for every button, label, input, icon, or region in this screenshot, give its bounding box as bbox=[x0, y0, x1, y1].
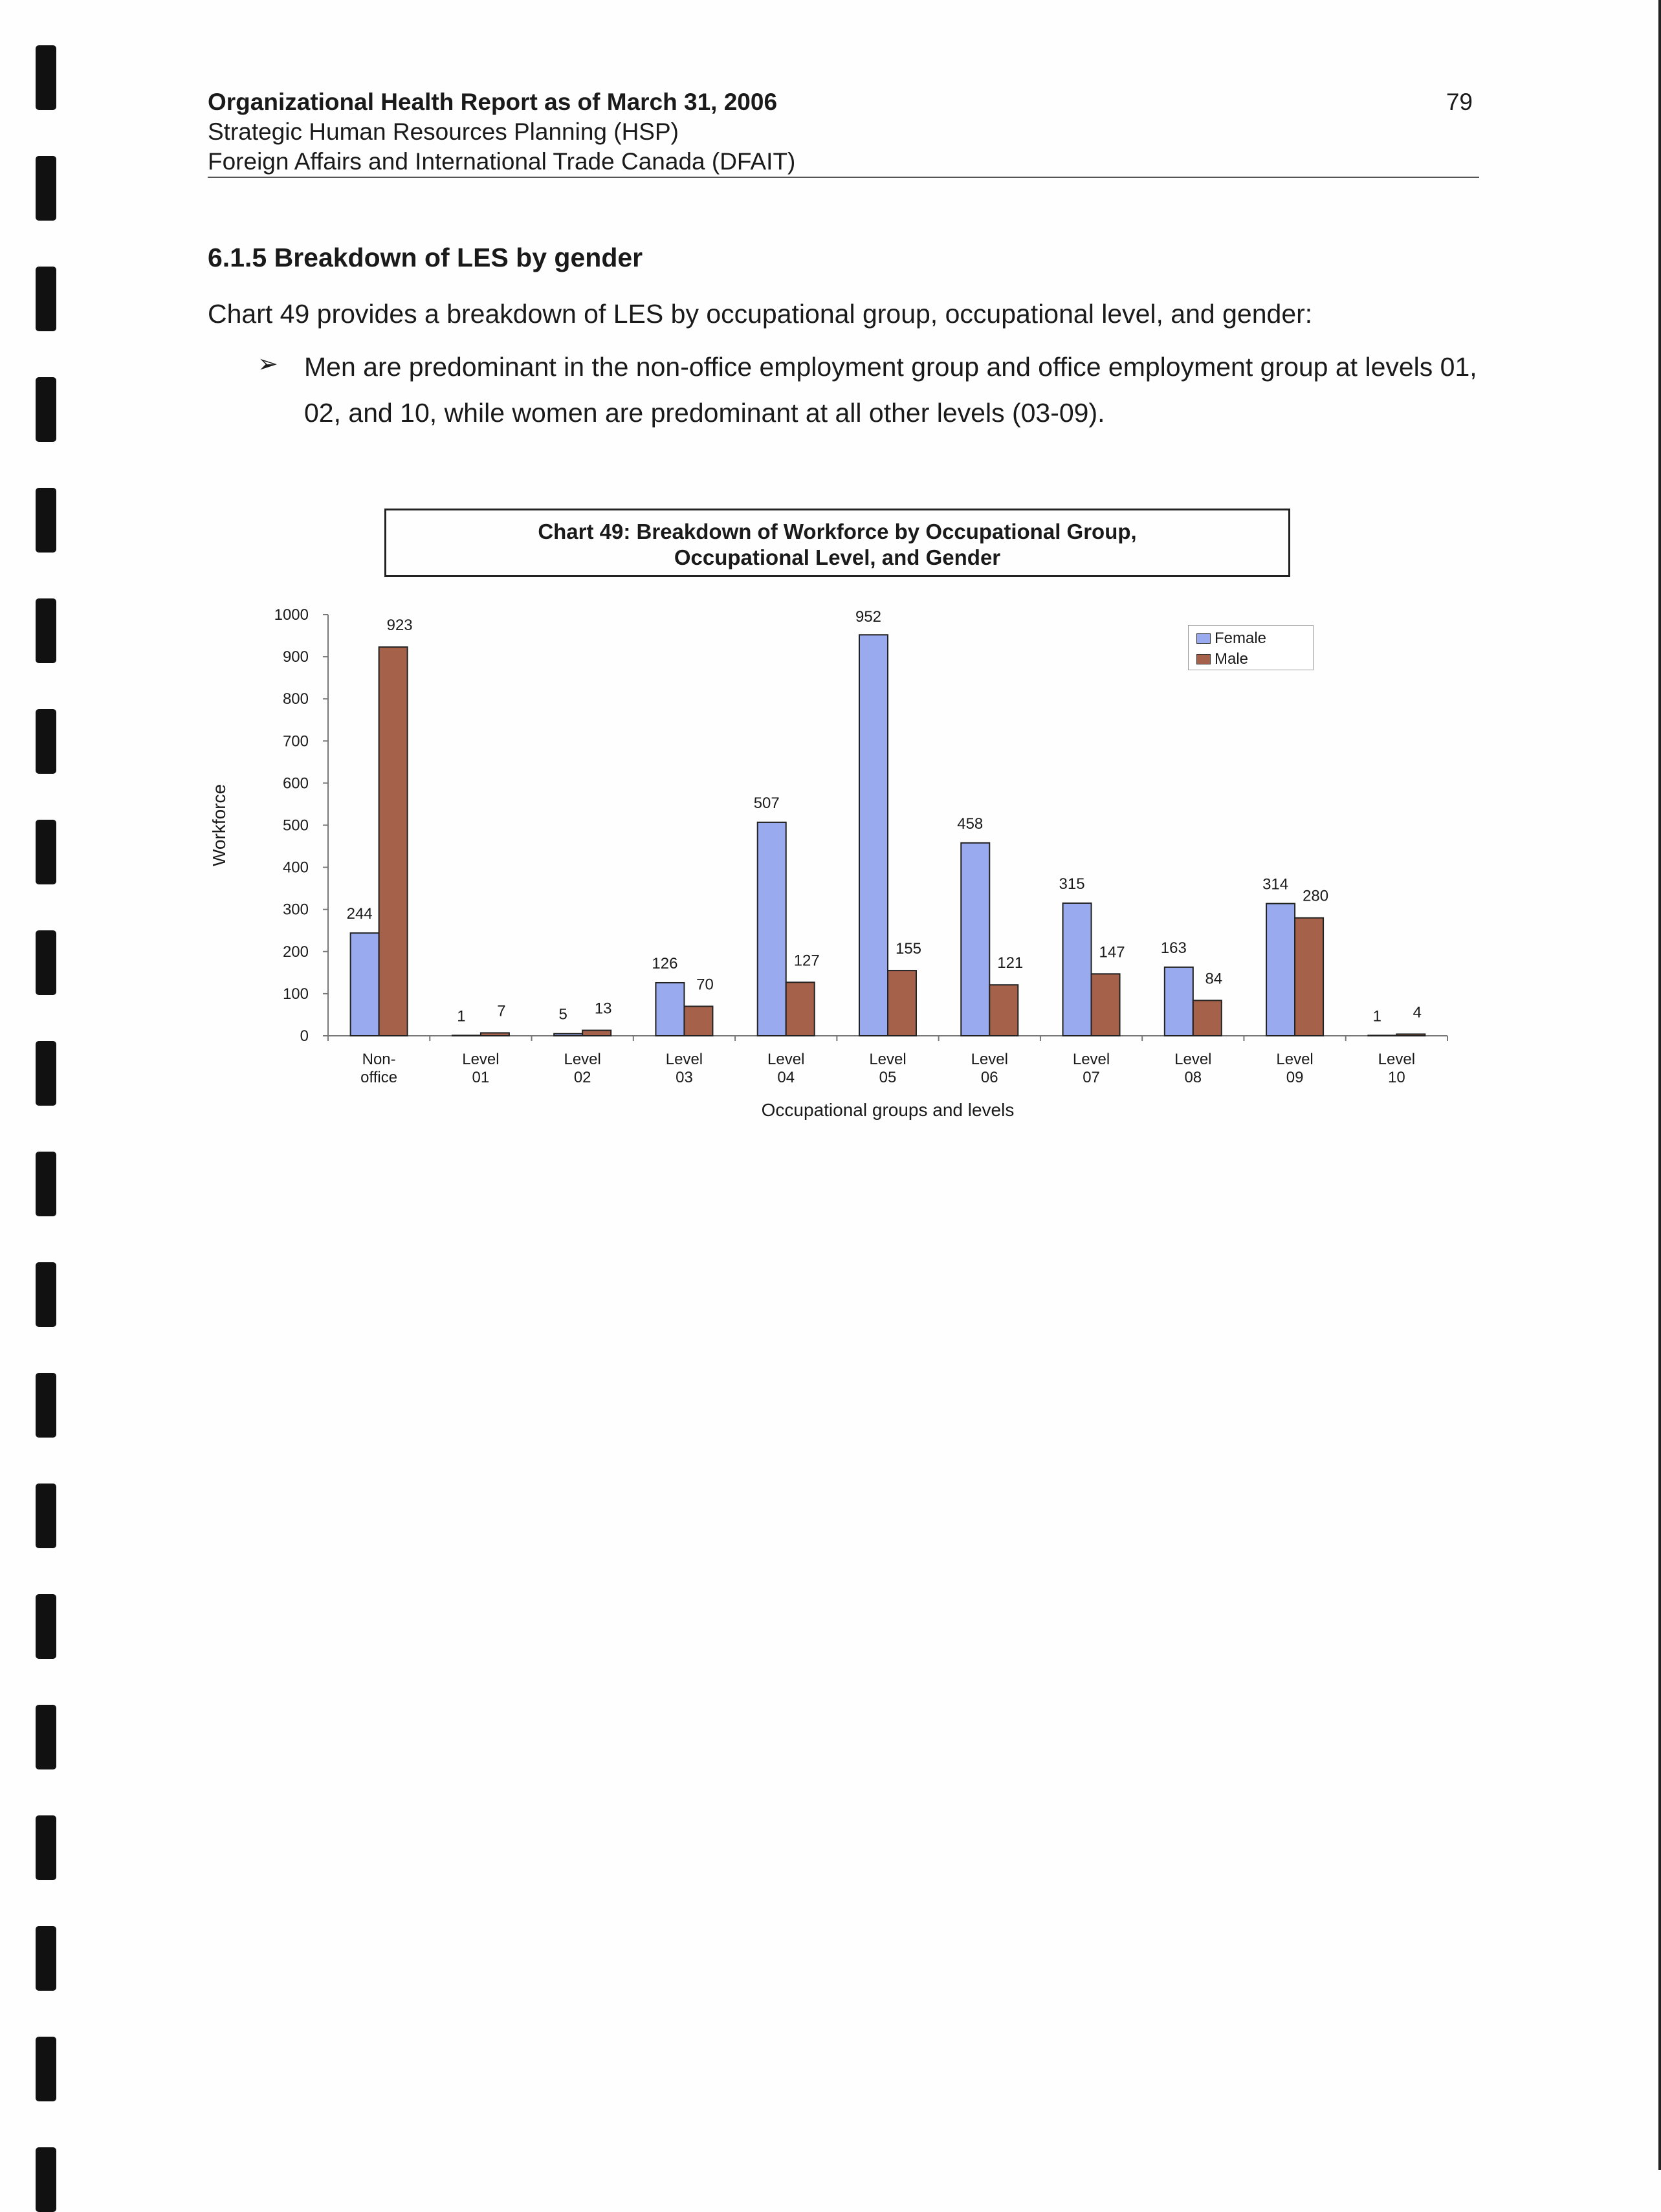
bullet-arrow-icon: ➢ bbox=[258, 351, 278, 378]
chart-title-line-2: Occupational Level, and Gender bbox=[674, 545, 1001, 569]
bar-female bbox=[554, 1034, 582, 1036]
legend-male bbox=[1196, 650, 1248, 668]
y-tick-label: 500 bbox=[282, 816, 309, 835]
x-tick-label: 04 bbox=[777, 1069, 795, 1086]
legend-swatch-female bbox=[1196, 633, 1211, 644]
x-tick-label: office bbox=[360, 1069, 398, 1086]
section-heading: 6.1.5 Breakdown of LES by gender bbox=[208, 243, 643, 272]
data-label-female: 952 bbox=[855, 608, 882, 626]
bar-male bbox=[786, 982, 815, 1036]
x-tick-label: Level bbox=[1072, 1051, 1110, 1068]
department-unit: Strategic Human Resources Planning (HSP) bbox=[208, 118, 679, 145]
data-label-female: 1 bbox=[457, 1007, 466, 1025]
y-axis-title: Workforce bbox=[209, 783, 229, 867]
y-tick-label: 400 bbox=[282, 859, 309, 877]
data-label-male: 147 bbox=[1099, 943, 1125, 961]
bar-male bbox=[989, 985, 1018, 1036]
binding-holes bbox=[36, 0, 61, 2170]
x-tick-label: Level bbox=[869, 1051, 907, 1068]
bar-female bbox=[351, 933, 379, 1036]
x-tick-label: 07 bbox=[1083, 1069, 1100, 1086]
binding-hole bbox=[36, 1926, 56, 1991]
x-tick-label: Level bbox=[1378, 1051, 1416, 1068]
chart-title-line-1: Chart 49: Breakdown of Workforce by Occupational Group, bbox=[538, 520, 1137, 543]
data-label-female: 126 bbox=[652, 954, 678, 972]
x-tick-label: 08 bbox=[1184, 1069, 1202, 1086]
data-label-male: 121 bbox=[997, 954, 1024, 972]
binding-hole bbox=[36, 709, 56, 774]
binding-hole bbox=[36, 45, 56, 110]
x-tick-label: Level bbox=[665, 1051, 703, 1068]
bar-female bbox=[452, 1035, 481, 1036]
binding-hole bbox=[36, 1484, 56, 1548]
data-label-female: 458 bbox=[957, 815, 984, 833]
binding-hole bbox=[36, 598, 56, 663]
y-tick-label: 700 bbox=[282, 732, 309, 750]
x-tick-label: Non- bbox=[362, 1051, 396, 1068]
bar-female bbox=[1165, 967, 1193, 1036]
binding-hole bbox=[36, 1705, 56, 1769]
x-tick-label: 06 bbox=[980, 1069, 998, 1086]
x-axis-title: Occupational groups and levels bbox=[761, 1100, 1015, 1120]
bar-male bbox=[1295, 918, 1323, 1036]
legend-swatch-male bbox=[1196, 654, 1211, 664]
organization-name: Foreign Affairs and International Trade Canada (DFAIT) bbox=[208, 148, 796, 175]
x-tick-label: Level bbox=[462, 1051, 500, 1068]
y-tick-label: 200 bbox=[282, 943, 309, 961]
y-tick-label: 600 bbox=[282, 774, 309, 793]
binding-hole bbox=[36, 1262, 56, 1327]
x-tick-label: 05 bbox=[879, 1069, 897, 1086]
bar-female bbox=[758, 822, 786, 1036]
x-tick-label: Level bbox=[767, 1051, 805, 1068]
data-label-male: 84 bbox=[1205, 970, 1223, 988]
chart-legend bbox=[1188, 625, 1314, 670]
x-tick-label: 10 bbox=[1388, 1069, 1405, 1086]
binding-hole bbox=[36, 156, 56, 221]
bar-male bbox=[1193, 1000, 1222, 1036]
bar-male bbox=[481, 1033, 509, 1036]
page-number: 79 bbox=[1446, 89, 1473, 115]
page-header bbox=[208, 87, 1479, 178]
x-tick-label: 03 bbox=[676, 1069, 693, 1086]
binding-hole bbox=[36, 1041, 56, 1106]
x-tick-label: Level bbox=[971, 1051, 1008, 1068]
data-label-male: 923 bbox=[386, 617, 413, 635]
binding-hole bbox=[36, 267, 56, 331]
data-label-female: 5 bbox=[558, 1005, 567, 1024]
bar-female bbox=[1368, 1035, 1396, 1036]
x-tick-label: 02 bbox=[573, 1069, 591, 1086]
data-label-male: 4 bbox=[1413, 1003, 1422, 1022]
legend-female bbox=[1196, 630, 1266, 648]
y-tick-label: 300 bbox=[282, 901, 309, 919]
binding-hole bbox=[36, 930, 56, 995]
bar-female bbox=[859, 635, 888, 1036]
data-label-female: 244 bbox=[346, 905, 373, 923]
page-edge bbox=[1658, 0, 1661, 2170]
bar-male bbox=[684, 1006, 712, 1036]
bar-male bbox=[888, 970, 916, 1036]
data-label-female: 314 bbox=[1262, 875, 1289, 893]
bar-female bbox=[961, 843, 989, 1036]
bar-male bbox=[1092, 974, 1120, 1036]
bar-chart bbox=[194, 595, 1462, 1132]
legend-label-male: Male bbox=[1215, 650, 1249, 668]
bar-male bbox=[379, 647, 408, 1036]
binding-hole bbox=[36, 2147, 56, 2212]
data-label-male: 13 bbox=[594, 1000, 612, 1018]
legend-label-female: Female bbox=[1215, 630, 1267, 647]
y-tick-label: 800 bbox=[282, 690, 309, 708]
x-tick-label: Level bbox=[1276, 1051, 1314, 1068]
data-label-female: 1 bbox=[1372, 1007, 1382, 1025]
report-title: Organizational Health Report as of March 31, 2006 bbox=[208, 89, 778, 115]
x-tick-label: 09 bbox=[1286, 1069, 1304, 1086]
data-label-male: 280 bbox=[1303, 887, 1329, 905]
y-tick-label: 100 bbox=[282, 985, 309, 1003]
data-label-male: 155 bbox=[895, 940, 922, 958]
data-label-male: 7 bbox=[497, 1002, 506, 1020]
binding-hole bbox=[36, 2037, 56, 2101]
data-label-male: 127 bbox=[793, 952, 820, 970]
binding-hole bbox=[36, 1815, 56, 1880]
x-tick-label: 01 bbox=[472, 1069, 490, 1086]
y-tick-label: 1000 bbox=[274, 606, 309, 624]
bar-male bbox=[1396, 1034, 1425, 1036]
binding-hole bbox=[36, 1594, 56, 1659]
bullet-text: Men are predominant in the non-office employment group and office employment group at levels 01, 02, and 10, while women are predominant at all other levels (03-09). bbox=[304, 352, 1477, 428]
binding-hole bbox=[36, 1373, 56, 1438]
y-tick-label: 0 bbox=[300, 1027, 309, 1045]
data-label-female: 163 bbox=[1160, 939, 1187, 957]
bar-female bbox=[655, 983, 684, 1036]
binding-hole bbox=[36, 820, 56, 884]
x-tick-label: Level bbox=[564, 1051, 601, 1068]
binding-hole bbox=[36, 488, 56, 553]
data-label-female: 507 bbox=[753, 794, 780, 812]
bar-female bbox=[1266, 904, 1295, 1036]
chart-title bbox=[384, 509, 1290, 577]
data-label-female: 315 bbox=[1059, 875, 1085, 893]
bar-male bbox=[582, 1031, 611, 1036]
intro-paragraph: Chart 49 provides a breakdown of LES by occupational group, occupational level, and gender: bbox=[208, 299, 1313, 329]
binding-hole bbox=[36, 1152, 56, 1216]
bar-female bbox=[1063, 903, 1092, 1036]
data-label-male: 70 bbox=[696, 976, 714, 994]
y-tick-label: 900 bbox=[282, 648, 309, 666]
binding-hole bbox=[36, 377, 56, 442]
x-tick-label: Level bbox=[1174, 1051, 1212, 1068]
